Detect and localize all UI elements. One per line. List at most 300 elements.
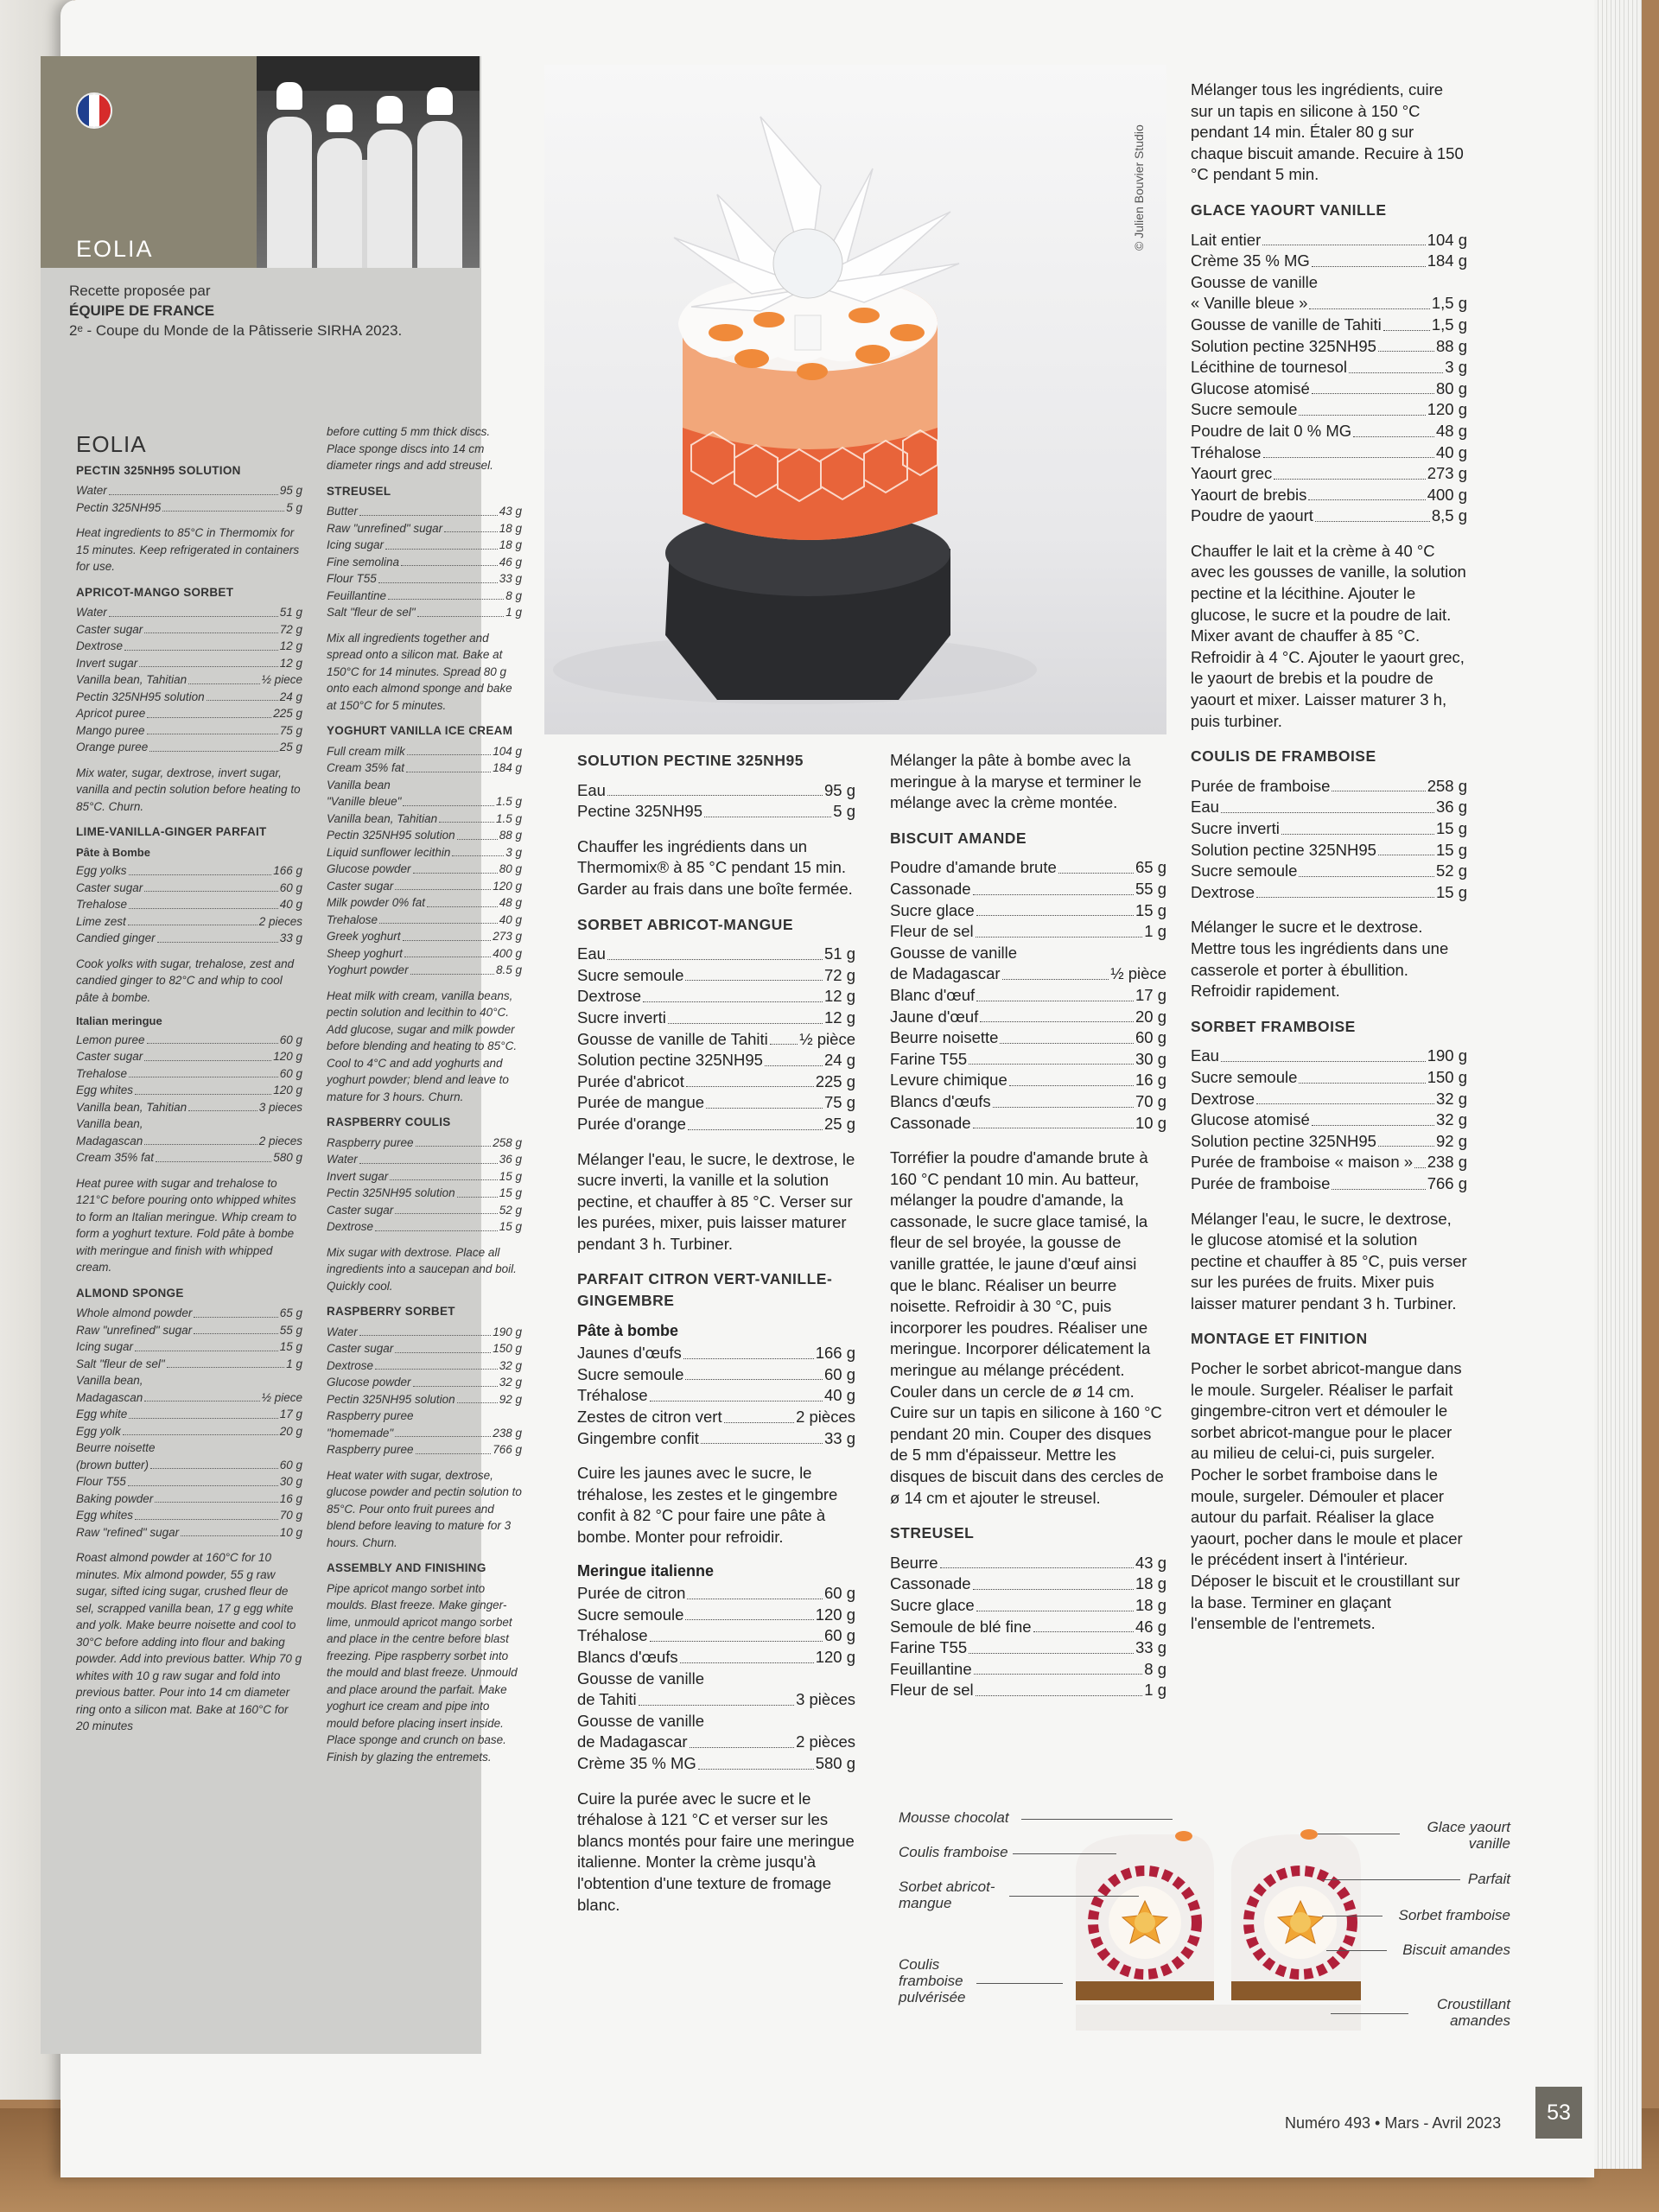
french-column-1 bbox=[577, 736, 855, 1928]
ingredient-name: Icing sugar bbox=[327, 538, 385, 551]
instruction-text: Heat puree with sugar and trehalose to 121°C before pouring onto whipped whites to form an Italian meringue. Whip cream to form a yoghurt texture. Fold pâte à bombe with meringue and finish with whipped cream. bbox=[76, 1176, 297, 1274]
ingredient-quantity: 120 g bbox=[815, 1647, 855, 1666]
ingredient-row bbox=[76, 1133, 302, 1150]
dot-leader bbox=[395, 878, 491, 891]
ingredient-row bbox=[890, 1007, 1166, 1028]
section-heading: APRICOT-MANGO SORBET bbox=[76, 585, 234, 599]
ingredient-name: Madagascan bbox=[76, 1134, 143, 1147]
section-heading: STREUSEL bbox=[890, 1524, 975, 1542]
leader-line bbox=[1322, 1879, 1460, 1880]
dot-leader bbox=[680, 1647, 814, 1663]
ingredient-name: Feuillantine bbox=[327, 588, 387, 602]
ingredient-quantity: 60 g bbox=[1135, 1028, 1166, 1047]
label-sorbet-abricot-mangue: Sorbet abricot-mangue bbox=[899, 1878, 995, 1911]
ingredient-line: Raspberry puree bbox=[327, 1409, 414, 1422]
ingredient-quantity: 33 g bbox=[279, 931, 302, 944]
instruction-text: Pocher le sorbet abricot-mangue dans le moule. Surgeler. Réaliser le parfait gingembre-citron vert et démouler le sorbet abricot-mangue pour le placer au milieu de celui-ci, puis surgeler. Pocher le sorbet framboise dans le moule, surgeler. Démouler et placer autour du parfait. Réaliser la glace yaourt, pocher dans le moule et placer le précédent insert à l'intérieur. Déposer le biscuit et le croustillant sur la base. Terminer en glaçant l'ensemble de l'entremets. bbox=[1191, 1359, 1463, 1633]
dot-leader bbox=[403, 793, 494, 806]
ingredient-row bbox=[1191, 505, 1467, 527]
ingredient-name: Solution pectine 325NH95 bbox=[1191, 1131, 1376, 1150]
ingredient-quantity: 72 g bbox=[823, 965, 855, 984]
ingredient-quantity: 580 g bbox=[273, 1151, 302, 1164]
dot-leader bbox=[973, 879, 1134, 895]
dot-leader bbox=[1315, 505, 1430, 522]
ingredient-row bbox=[890, 1637, 1166, 1659]
dot-leader bbox=[1000, 1027, 1134, 1044]
dot-leader bbox=[607, 944, 823, 960]
dot-leader bbox=[1256, 1089, 1434, 1105]
ingredient-name: Pectin 325NH95 bbox=[76, 500, 162, 514]
dot-leader bbox=[724, 1407, 795, 1423]
dot-leader bbox=[444, 520, 498, 533]
ingredient-quantity: 258 g bbox=[1427, 776, 1467, 795]
ingredient-quantity: 95 g bbox=[823, 780, 855, 799]
dot-leader bbox=[1414, 1152, 1426, 1168]
dot-leader bbox=[401, 554, 498, 567]
ingredient-row bbox=[76, 655, 302, 672]
ingredient-row bbox=[577, 1007, 855, 1029]
ingredient-name: de Madagascar bbox=[577, 1732, 688, 1751]
french-column-3 bbox=[1191, 79, 1467, 1647]
dot-leader bbox=[685, 1364, 823, 1381]
dot-leader bbox=[406, 760, 491, 772]
section-heading: LIME-VANILLA-GINGER PARFAIT bbox=[76, 825, 267, 838]
dot-leader bbox=[155, 1491, 277, 1503]
ingredient-row bbox=[327, 604, 522, 621]
ingredient-name: Cream 35% fat bbox=[327, 761, 405, 774]
ingredient-name: Sheep yoghurt bbox=[327, 946, 403, 960]
dot-leader bbox=[149, 739, 277, 752]
dot-leader bbox=[1058, 857, 1134, 874]
ingredient-row bbox=[76, 1406, 302, 1423]
ingredient-quantity: 1 g bbox=[1144, 922, 1166, 941]
ingredient-quantity: 33 g bbox=[823, 1428, 855, 1447]
ingredient-quantity: 273 g bbox=[493, 930, 522, 943]
ingredient-row bbox=[327, 1340, 522, 1357]
dot-leader bbox=[135, 1338, 278, 1351]
ingredient-row bbox=[1191, 1173, 1467, 1195]
ingredient-row bbox=[76, 1032, 302, 1049]
ingredient-name: Glucose atomisé bbox=[1191, 378, 1310, 397]
instruction-text: before cutting 5 mm thick discs. Place sponge discs into 14 cm diameter rings and add streusel. bbox=[327, 425, 493, 472]
ingredient-name: Pectin 325NH95 solution bbox=[327, 1186, 455, 1199]
dot-leader bbox=[765, 1050, 823, 1066]
ingredient-row bbox=[327, 810, 522, 828]
english-column-2 bbox=[327, 423, 522, 1772]
ingredient-row bbox=[1191, 378, 1467, 400]
ingredient-name: Levure chimique bbox=[890, 1071, 1007, 1090]
ingredient-name: Gingembre confit bbox=[577, 1428, 699, 1447]
ingredient-quantity: 2 pièces bbox=[796, 1408, 855, 1427]
ingredient-quantity: 70 g bbox=[1135, 1091, 1166, 1110]
ingredient-quantity: 1.5 g bbox=[495, 795, 522, 808]
dot-leader bbox=[457, 1391, 498, 1404]
ingredient-quantity: 12 g bbox=[279, 656, 302, 670]
ingredient-quantity: 15 g bbox=[1435, 882, 1467, 901]
competition-line: 2ᵉ - Coupe du Monde de la Pâtisserie SIRHA 2023. bbox=[69, 322, 403, 339]
dot-leader bbox=[395, 1425, 491, 1438]
ingredient-line: Gousse de vanille bbox=[890, 943, 1018, 962]
ingredient-name: Apricot puree bbox=[76, 707, 146, 720]
ingredient-row bbox=[76, 499, 302, 517]
ingredient-quantity: 120 g bbox=[1427, 400, 1467, 419]
ingredient-name: Poudre d'amande brute bbox=[890, 858, 1057, 877]
ingredient-row bbox=[1191, 861, 1467, 882]
ingredient-name: Water bbox=[327, 1153, 358, 1166]
ingredient-quantity: 36 g bbox=[1435, 798, 1467, 817]
ingredient-name: Greek yoghurt bbox=[327, 930, 401, 943]
ingredient-name: Pectin 325NH95 solution bbox=[327, 1392, 455, 1406]
ingredient-row bbox=[1191, 399, 1467, 421]
ingredient-name: Cassonade bbox=[890, 1574, 971, 1593]
ingredient-row bbox=[577, 1071, 855, 1093]
ingredient-name: Poudre de yaourt bbox=[1191, 506, 1313, 525]
ingredient-quantity: 60 g bbox=[279, 880, 302, 894]
ingredient-name: Farine T55 bbox=[890, 1638, 968, 1657]
ingredient-quantity: 166 g bbox=[815, 1344, 855, 1363]
ingredient-row bbox=[577, 1732, 855, 1753]
ingredient-quantity: 10 g bbox=[1135, 1113, 1166, 1132]
dot-leader bbox=[1299, 1067, 1425, 1084]
dot-leader bbox=[1281, 818, 1434, 835]
dot-leader bbox=[1002, 963, 1109, 980]
ingredient-name: Water bbox=[76, 484, 107, 497]
ingredient-name: Egg white bbox=[76, 1408, 128, 1421]
sub-heading: Pâte à bombe bbox=[577, 1321, 679, 1339]
dot-leader bbox=[395, 1340, 491, 1353]
instruction-text: Heat milk with cream, vanilla beans, pectin solution and lecithin to 40°C. Add glucose, sugar and milk powder before blending and heating to 85°C. Cool to 4°C and add yoghurts and yoghurt powder; blend and leave to mature for 3 hours. Churn. bbox=[327, 988, 518, 1103]
ingredient-row bbox=[327, 1135, 522, 1152]
dot-leader bbox=[129, 896, 278, 909]
ingredient-row bbox=[1191, 1067, 1467, 1089]
ingredient-name: Madagascan bbox=[76, 1390, 143, 1404]
ingredient-row bbox=[76, 880, 302, 897]
ingredient-name: Caster sugar bbox=[76, 880, 143, 894]
ingredient-row bbox=[327, 503, 522, 520]
ingredient-name: Caster sugar bbox=[76, 622, 143, 636]
page-number: 53 bbox=[1535, 2087, 1582, 2139]
ingredient-name: Dextrose bbox=[327, 1358, 374, 1372]
ingredient-row bbox=[76, 1507, 302, 1524]
ingredient-name: Invert sugar bbox=[76, 656, 138, 670]
instruction-text: Mélanger le sucre et le dextrose. Mettre tous les ingrédients dans une casserole et porter à ébullition. Refroidir rapidement. bbox=[1191, 918, 1449, 1001]
ingredient-name: Sucre inverti bbox=[1191, 819, 1280, 837]
ingredient-row bbox=[76, 1322, 302, 1339]
ingredient-row bbox=[1191, 421, 1467, 442]
ingredient-row bbox=[577, 1092, 855, 1114]
ingredient-quantity: 88 g bbox=[499, 829, 522, 842]
ingredient-quantity: 12 g bbox=[279, 639, 302, 652]
ingredient-row bbox=[76, 1524, 302, 1541]
dot-leader bbox=[162, 499, 284, 512]
dot-leader bbox=[1274, 463, 1425, 480]
ingredient-quantity: 60 g bbox=[279, 1033, 302, 1046]
ingredient-quantity: 72 g bbox=[279, 622, 302, 636]
ingredient-name: Eau bbox=[577, 944, 606, 963]
section-heading: ASSEMBLY AND FINISHING bbox=[327, 1561, 486, 1574]
ingredient-quantity: 184 g bbox=[1427, 251, 1467, 270]
ingredient-quantity: 15 g bbox=[499, 1186, 522, 1199]
ingredient-row bbox=[327, 827, 522, 844]
ingredient-quantity: 15 g bbox=[499, 1169, 522, 1183]
ingredient-line: Vanilla bean bbox=[327, 778, 391, 791]
ingredient-name: Blanc d'œuf bbox=[890, 985, 976, 1004]
dot-leader bbox=[109, 482, 278, 495]
ingredient-name: Raw "refined" sugar bbox=[76, 1525, 180, 1539]
ingredient-quantity: 60 g bbox=[823, 1626, 855, 1645]
ingredient-quantity: 3 g bbox=[505, 845, 522, 859]
dot-leader bbox=[976, 900, 1134, 917]
label-glace-yaourt: Glace yaourt vanille bbox=[1427, 1819, 1510, 1852]
ingredient-row bbox=[327, 844, 522, 861]
ingredient-name: Glucose atomisé bbox=[1191, 1110, 1310, 1129]
sub-heading: Meringue italienne bbox=[577, 1561, 715, 1580]
ingredient-quantity: 580 g bbox=[815, 1753, 855, 1772]
ingredient-row bbox=[76, 1423, 302, 1440]
section-heading: SORBET ABRICOT-MANGUE bbox=[577, 915, 793, 933]
ingredient-quantity: 75 g bbox=[823, 1093, 855, 1112]
ingredient-name: Sucre glace bbox=[890, 1595, 975, 1614]
ingredient-name: de Madagascar bbox=[890, 964, 1001, 983]
dot-leader bbox=[144, 1133, 257, 1146]
ingredient-name: Fleur de sel bbox=[890, 1681, 974, 1700]
ingredient-name: Caster sugar bbox=[327, 1342, 394, 1355]
ingredient-name: Full cream milk bbox=[327, 744, 405, 758]
ingredient-row bbox=[577, 1364, 855, 1386]
dot-leader bbox=[129, 1406, 277, 1419]
instruction-text: Mélanger la pâte à bombe avec la meringue à la maryse et terminer le mélange avec la crème montée. bbox=[890, 751, 1141, 812]
ingredient-quantity: 55 g bbox=[1135, 879, 1166, 898]
ingredient-row bbox=[76, 722, 302, 740]
ingredient-quantity: 17 g bbox=[1135, 985, 1166, 1004]
ingredient-name: Dextrose bbox=[1191, 1089, 1255, 1108]
dot-leader bbox=[973, 1113, 1134, 1129]
ingredient-name: Sucre semoule bbox=[1191, 1067, 1298, 1086]
ingredient-quantity: 2 pieces bbox=[258, 914, 302, 928]
ingredient-name: Blancs d'œufs bbox=[890, 1091, 991, 1110]
ingredient-row bbox=[1191, 357, 1467, 378]
ingredient-name: de Tahiti bbox=[577, 1690, 637, 1709]
dot-leader bbox=[1299, 861, 1434, 877]
dot-leader bbox=[1312, 251, 1426, 267]
ingredient-row bbox=[577, 801, 855, 823]
ingredient-name: Trehalose bbox=[327, 912, 378, 926]
dot-leader bbox=[147, 705, 271, 718]
ingredient-row bbox=[1191, 797, 1467, 818]
ingredient-name: Tréhalose bbox=[1191, 442, 1262, 461]
instruction-text: Mélanger l'eau, le sucre, le dextrose, le glucose atomisé et la solution pectine et chauffer à 85 °C, puis verser sur les purées de fruits. Mixer puis laisser maturer pendant 3 h. Turbiner. bbox=[1191, 1209, 1467, 1313]
instruction-text: Pipe apricot mango sorbet into moulds. Blast freeze. Make ginger-lime, unmould apricot mango sorbet and place in the centre before blast freezing. Pipe raspberry sorbet into the mould and blast freeze. Unmould and place around the parfait. Make yoghurt ice cream and pipe into mould before placing insert inside. Place sponge and crunch on base. Finish by glazing the entremets. bbox=[327, 1581, 518, 1764]
recipe-credit bbox=[69, 281, 402, 340]
ingredient-quantity: 80 g bbox=[1435, 378, 1467, 397]
dot-leader bbox=[1312, 378, 1434, 395]
dot-leader bbox=[980, 1007, 1134, 1023]
ingredient-name: Poudre de lait 0 % MG bbox=[1191, 421, 1352, 440]
ingredient-name: Yaourt de brebis bbox=[1191, 485, 1307, 504]
ingredient-quantity: 5 g bbox=[286, 500, 302, 514]
france-flag-icon bbox=[76, 92, 112, 129]
ingredient-quantity: 120 g bbox=[273, 1050, 302, 1063]
dot-leader bbox=[156, 1149, 271, 1162]
section-heading: BISCUIT AMANDE bbox=[890, 829, 1027, 847]
ingredient-row bbox=[890, 1680, 1166, 1701]
ingredient-row bbox=[76, 930, 302, 947]
dot-leader bbox=[1309, 293, 1429, 309]
ingredient-line: Beurre noisette bbox=[76, 1441, 156, 1454]
ingredient-row bbox=[76, 1099, 302, 1116]
ingredient-row bbox=[327, 554, 522, 571]
dot-leader bbox=[188, 671, 260, 684]
dot-leader bbox=[1009, 1070, 1134, 1086]
ingredient-row bbox=[327, 945, 522, 963]
dot-leader bbox=[1332, 776, 1425, 792]
ingredient-name: "Vanille bleue" bbox=[327, 795, 402, 808]
dot-leader bbox=[413, 1374, 498, 1387]
ingredient-row bbox=[327, 1185, 522, 1202]
ingredient-quantity: 70 g bbox=[279, 1509, 302, 1522]
ingredient-quantity: 33 g bbox=[499, 572, 522, 585]
instruction-text: Torréfier la poudre d'amande brute à 160 °C pendant 10 min. Au batteur, mélanger la poudre d'amande, la cassonade, le sucre glace tamisé, la fleur de sel broyée, la gousse de vanille grattée, le jaune d'œuf ainsi que le blanc. Réaliser un beurre noisette. Refroidir à 30 °C, puis incorporer les poudres. Réaliser une meringue. Incorporer délicatement la meringue au mélange précédent. Couler dans un cercle de ø 14 cm. Cuire sur un tapis en silicone à 160 °C pendant 20 min. Couper des disques de 5 mm d'épaisseur. Mettre les disques de biscuit dans des cercles de ø 14 cm et ajouter le streusel. bbox=[890, 1148, 1164, 1507]
ingredient-row bbox=[1191, 442, 1467, 464]
ingredient-quantity: 32 g bbox=[499, 1358, 522, 1372]
ingredient-quantity: 60 g bbox=[823, 1364, 855, 1383]
dot-leader bbox=[457, 827, 498, 840]
dot-leader bbox=[135, 1507, 278, 1520]
ingredient-row bbox=[76, 896, 302, 913]
ingredient-quantity: 20 g bbox=[279, 1424, 302, 1438]
ingredient-row bbox=[890, 1617, 1166, 1638]
ingredient-name: Orange puree bbox=[76, 741, 149, 753]
ingredient-row bbox=[577, 1583, 855, 1605]
ingredient-name: Egg whites bbox=[76, 1509, 134, 1522]
ingredient-row bbox=[327, 1324, 522, 1341]
dot-leader bbox=[607, 780, 823, 797]
ingredient-name: Caster sugar bbox=[76, 1050, 143, 1063]
ingredient-quantity: 225 g bbox=[273, 707, 302, 720]
ingredient-row bbox=[76, 482, 302, 499]
ingredient-quantity: 15 g bbox=[1435, 840, 1467, 859]
ingredient-quantity: 1,5 g bbox=[1431, 315, 1467, 334]
ingredient-quantity: 40 g bbox=[279, 898, 302, 911]
dot-leader bbox=[993, 1091, 1134, 1108]
section-heading: SORBET FRAMBOISE bbox=[1191, 1017, 1356, 1035]
ingredient-quantity: 32 g bbox=[499, 1376, 522, 1389]
ingredient-name: Raspberry puree bbox=[327, 1135, 414, 1149]
ingredient-name: Sucre semoule bbox=[577, 965, 684, 984]
ingredient-quantity: ½ piece bbox=[261, 673, 302, 686]
ingredient-row bbox=[76, 689, 302, 706]
ingredient-quantity: 2 pièces bbox=[796, 1732, 855, 1751]
ingredient-name: Cream 35% fat bbox=[76, 1151, 155, 1164]
ingredient-quantity: 60 g bbox=[279, 1458, 302, 1471]
banner-title: EOLIA bbox=[76, 236, 154, 262]
dot-leader bbox=[395, 1202, 497, 1215]
ingredient-quantity: 2 pieces bbox=[258, 1134, 302, 1147]
dot-leader bbox=[706, 1092, 823, 1109]
dot-leader bbox=[359, 1324, 491, 1337]
leader-line bbox=[1331, 2013, 1408, 2014]
ingredient-quantity: 52 g bbox=[499, 1203, 522, 1217]
ingredient-quantity: 92 g bbox=[499, 1392, 522, 1406]
section-heading: RASPBERRY SORBET bbox=[327, 1305, 455, 1318]
ingredient-name: Eau bbox=[1191, 1046, 1219, 1065]
ingredient-row bbox=[1191, 293, 1467, 315]
ingredient-row bbox=[890, 921, 1166, 943]
ingredient-name: Purée de citron bbox=[577, 1584, 686, 1603]
dot-leader bbox=[457, 1185, 498, 1198]
dot-leader bbox=[686, 1071, 814, 1088]
ingredient-line: Vanilla bean, bbox=[76, 1117, 143, 1130]
ingredient-name: Mango puree bbox=[76, 723, 145, 737]
ingredient-row bbox=[890, 1573, 1166, 1595]
ingredient-row bbox=[76, 638, 302, 655]
section-heading: GLACE YAOURT VANILLE bbox=[1191, 200, 1387, 219]
dot-leader bbox=[157, 930, 278, 943]
ingredient-row bbox=[327, 1151, 522, 1168]
ingredient-row bbox=[76, 1473, 302, 1491]
ingredient-name: Salt "fleur de sel" bbox=[327, 606, 416, 619]
dot-leader bbox=[1378, 336, 1434, 353]
dot-leader bbox=[167, 1356, 285, 1369]
ingredient-row bbox=[577, 1647, 855, 1669]
ingredient-quantity: 40 g bbox=[499, 912, 522, 926]
label-croustillant: Croustillant amandes bbox=[1436, 1996, 1510, 2029]
ingredient-quantity: 400 g bbox=[493, 946, 522, 960]
ingredient-line: Gousse de vanille bbox=[1191, 272, 1319, 291]
ingredient-name: Zestes de citron vert bbox=[577, 1408, 722, 1427]
ingredient-name: Sucre glace bbox=[890, 900, 975, 919]
dot-leader bbox=[976, 921, 1143, 938]
leader-line bbox=[1326, 1950, 1387, 1951]
ingredient-name: Sucre semoule bbox=[577, 1364, 684, 1383]
ingredient-quantity: 43 g bbox=[1135, 1553, 1166, 1572]
ingredient-name: "homemade" bbox=[327, 1426, 394, 1440]
ingredient-name: Flour T55 bbox=[76, 1475, 126, 1488]
ingredient-row bbox=[1191, 336, 1467, 358]
ingredient-name: Raw "unrefined" sugar bbox=[76, 1323, 193, 1337]
ingredient-name: Caster sugar bbox=[327, 1203, 394, 1217]
ingredient-name: Purée de framboise bbox=[1191, 1173, 1331, 1192]
instruction-text: Mix sugar with dextrose. Place all ingredients into a saucepan and boil. Quickly cool. bbox=[327, 1245, 517, 1293]
ingredient-name: Purée de mangue bbox=[577, 1093, 705, 1112]
ingredient-quantity: 18 g bbox=[499, 521, 522, 535]
section-heading: STREUSEL bbox=[327, 484, 391, 498]
ingredient-name: Dextrose bbox=[1191, 882, 1255, 901]
dot-leader bbox=[969, 1049, 1134, 1065]
ingredient-row bbox=[577, 1029, 855, 1051]
instruction-text: Cuire la purée avec le sucre et le tréhalose à 121 °C et verser sur les blancs montés pour faire une meringue italienne. Monter la crème jusqu'à l'obtention d'une texture de fromage blanc. bbox=[577, 1789, 855, 1914]
sub-heading: Italian meringue bbox=[76, 1014, 162, 1027]
ingredient-quantity: 25 g bbox=[279, 741, 302, 753]
ingredient-row bbox=[327, 743, 522, 760]
ingredient-quantity: 15 g bbox=[279, 1340, 302, 1353]
dot-leader bbox=[124, 638, 278, 651]
credit-line: Recette proposée par bbox=[69, 283, 211, 299]
ingredient-name: Pectin 325NH95 solution bbox=[76, 690, 205, 703]
dot-leader bbox=[976, 985, 1134, 1001]
ingredient-quantity: 51 g bbox=[279, 606, 302, 619]
cross-section-photo bbox=[1058, 1810, 1378, 2035]
dot-leader bbox=[643, 986, 823, 1002]
ingredient-row bbox=[327, 878, 522, 895]
dot-leader bbox=[147, 722, 278, 735]
ingredient-quantity: 238 g bbox=[493, 1426, 522, 1440]
dot-leader bbox=[650, 1625, 823, 1642]
dot-leader bbox=[1256, 882, 1434, 899]
ingredient-name: Lait entier bbox=[1191, 230, 1262, 249]
dot-leader bbox=[181, 1524, 278, 1537]
ingredient-quantity: 48 g bbox=[499, 896, 522, 909]
